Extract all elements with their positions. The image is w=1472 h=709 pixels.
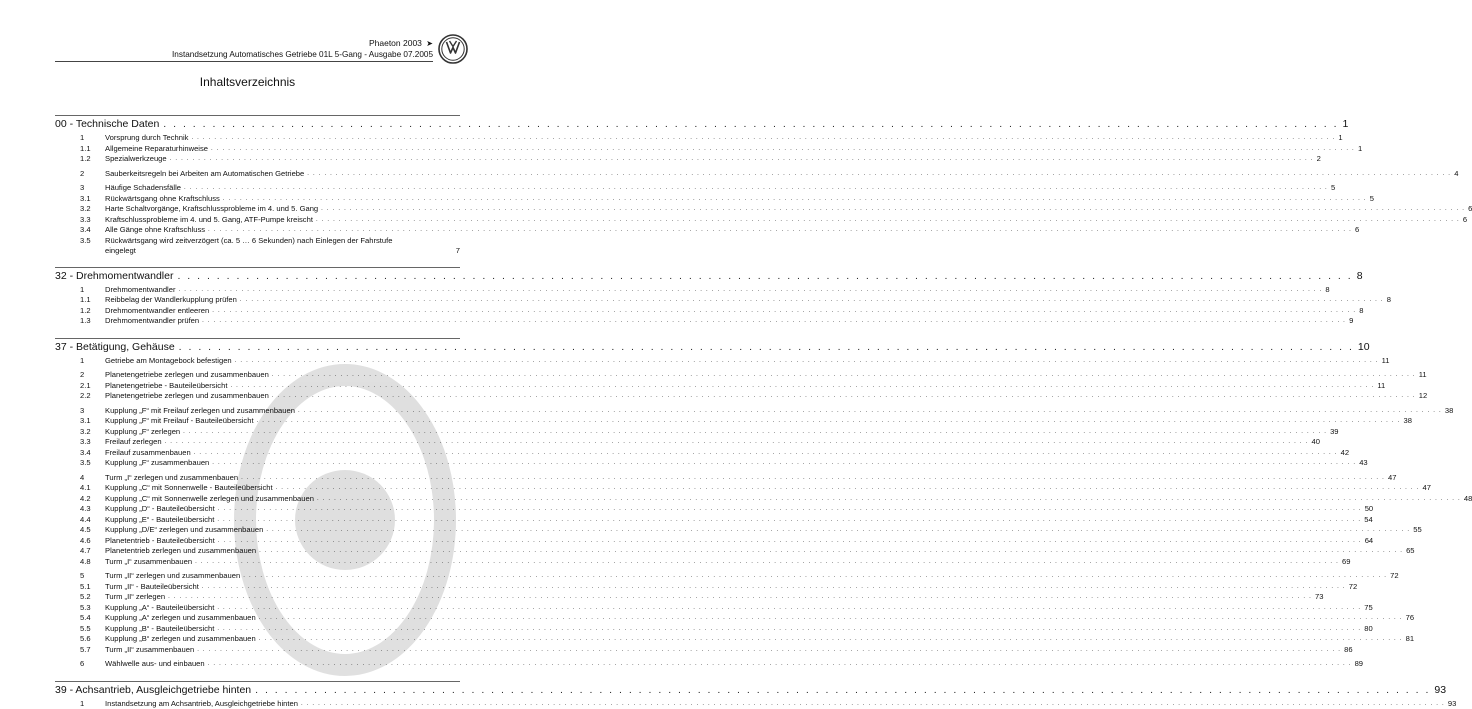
- dot-leader: . . . . . . . . . . . . . . . . . . . . . . . . . . . . . . . . . . . . . . . . . . . . . . . . . . . . . . . . . . . . . . . . . . . . . . . . . . . . . . . . . . . . . . . . . . . . . . . . . . . . . . . . . . . . . . . . . . . . . . . . . . . . . . . . . . . . . . . . . . . . . . . . . . . . . . . . . . . . . . . . . . . . . . . . . . . . . . . . . . . . . . . . . . . . . . . . . . . . . . . .: [259, 613, 1403, 624]
- entry-page: 64: [1362, 536, 1373, 547]
- toc-entry[interactable]: [55, 525, 460, 536]
- entry-number: 1: [55, 699, 105, 709]
- entry-page: 48: [1461, 494, 1472, 505]
- dot-leader: . . . . . . . . . . . . . . . . . . . . . . . . . . . . . . . . . . . . . . . . . . . . . . . . . . . . . . . . . . . . . . . . . . . . . . . . . . . . . . . . . . . . . . . . . . . . . . . . . . . . . . . . . . . . . . . . . . . . . . . . . . . . . . . . . . . . . . . . . . . . . . . . . . . . . . . . . . . . . . . . . . . . . . . . . . . . . . . . . . . . . . . . . . . . . . . . . . . . . . . .: [208, 225, 1352, 236]
- entry-title: Kupplung „A“ zerlegen und zusammenbauen: [105, 613, 259, 624]
- section-gap: [55, 670, 460, 676]
- toc-entry[interactable]: [55, 215, 460, 226]
- dot-leader: . . . . . . . . . . . . . . . . . . . . . . . . . . . . . . . . . . . . . . . . . . . . . . . . . . . . . . . . . . . . . . . . . . . . . . . . . . . . . . . . . . . . . . . . . . . . . . . . . . . . . . . . . . . . . . . . . . . . . . . . . . . . . . . . . . . . . . . . . . . . . . . . . . . . . . . . . . . . . . . . . . . . . . . . . . . . . . . . . . . . . . . . . . . . . . . . . . . . . . . .: [259, 634, 1403, 645]
- section-page: 8: [1353, 268, 1363, 285]
- entry-number: 3: [55, 406, 105, 417]
- dot-leader: . . . . . . . . . . . . . . . . . . . . . . . . . . . . . . . . . . . . . . . . . . . . . . . . . . . . . . . . . . . . . . . . . . . . . . . . . . . . . . . . . . . . . . . . . . . . . . . . . . . . . . . . . . . . . . . . . . . . . . . . . . . . . . . . . . . . . . . . . . . . . . . . . . . . . . . . . . . . . . . . . . . . . . . . . . . . . . . . . . . . . . . . . . . . . . . . . . . . . . . .: [243, 571, 1387, 582]
- entry-number: 2: [55, 169, 105, 180]
- dot-leader: . . . . . . . . . . . . . . . . . . . . . . . . . . . . . . . . . . . . . . . . . . . . . . . . . . . . . . . . . . . . . . . . . . . . . . . . . . . . . . . . . . . . . . . . . . . . . . . . . . . . . . . . . . . . . . . . . . . . . . . . . . . . . . . . . . . . . . . . . . . . . . . . . . . . . . . . . . . . . . . . . . . . . . . . . . . . . . . . . . . . . . . . . . . . . . . . . . . . . . . .: [184, 183, 1328, 194]
- manual-subtitle: Instandsetzung Automatisches Getriebe 01L 5-Gang - Ausgabe 07.2005: [172, 50, 433, 59]
- entry-page: 4: [1451, 169, 1458, 180]
- entry-number: 3.5: [55, 458, 105, 469]
- dot-leader: . . . . . . . . . . . . . . . . . . . . . . . . . . . . . . . . . . . . . . . . . . . . . . . . . . . . . . . . . . . . . . . . . . . . . . . . . . . . . . . . . . . . . . . . . . . . . . . . . . . . . . . . . . . . . . . . . . . . . . . . . . . . . . . . . . . . . . . . . . . . . . . . . . . . . . . . . . . . . . . . . . . . . . . . . . . . . . . . . . . . . . . . . . . . . . . . . . . . . . . .: [211, 144, 1355, 155]
- entry-page: 39: [1327, 427, 1338, 438]
- dot-leader: . . . . . . . . . . . . . . . . . . . . . . . . . . . . . . . . . . . . . . . . . . . . . . . . . . . . . . . . . . . . . . . . . . . . . . . . . . . . . . . . . . . . . . . . . . . . . . . . . . . . . . . . . . . . . . . . . . . . . . . . . . . . . . . . . . . . . . . . . . . . . . . . . . . . . . . . . . . . . . . . . . . . . . . . . . . . . . . . . . . . . . . . . . . . . . . . . . . . . . . .: [259, 546, 1403, 557]
- dot-leader: . . . . . . . . . . . . . . . . . . . . . . . . . . . . . . . . . . . . . . . . . . . . . . . . . . . . . . . . . . . . . . . . . . . . . . . . . . . . . . . . . . . . . . . . . . . . . . . . . . . . . . . . . . . . . . . . . . . . . . . . . . . . . . . . . . . . . . . . . . . . . . . . . . . . . . . . . . . . . . . . . . . . . . . . . . . . . . . . . . . . . . . . . . . . . . . . . . . . . . . .: [217, 603, 1361, 614]
- entry-number: 4.8: [55, 557, 105, 568]
- entry-title: Wählwelle aus- und einbauen: [105, 659, 208, 670]
- entry-title: Kupplung „A“ - Bauteileübersicht: [105, 603, 217, 614]
- arrow-right-icon: ➤: [426, 39, 433, 48]
- entry-page: 75: [1361, 603, 1372, 614]
- dot-leader: . . . . . . . . . . . . . . . . . . . . . . . . . . . . . . . . . . . . . . . . . . . . . . . . . . . . . . . . . . . . . . . . . . . . . . . . . . . . . . . . . . . . . . . . . . . . . . . . . . . . . . . . . . . . . . . . . . . . . . . . . . . . . . . . . . . . . . . . . . . . . . . . . . . . . . . . . . . . . . . . . . . . . . . . . . . . . . . . . . . . . . . . . . . . . . . . . . . . . . . .: [230, 381, 1374, 392]
- toc-section-heading[interactable]: [55, 681, 460, 699]
- entry-number: 4.3: [55, 504, 105, 515]
- dot-leader: . . . . . . . . . . . . . . . . . . . . . . . . . . . . . . . . . . . . . . . . . . . . . . . . . . . . . . . . . . . . . . . . . . . . . . . . . . . . . . . . . . . . . . . . . . . . . . . . . . . . . . . . . . . . . . . . . . . . . . . . . . . . . . . . . . . . . . . . . . . . . . . . . . . . . . . . . . . . . . . . . . . . . . . . . . . . . . . . . . . . . . . . . . . . . . . . . . . . . . . .: [240, 295, 1384, 306]
- toc-entry[interactable]: [55, 546, 460, 557]
- entry-number: 4.7: [55, 546, 105, 557]
- dot-leader: . . . . . . . . . . . . . . . . . . . . . . . . . . . . . . . . . . . . . . . . . . . . . . . . . . . . . . . . . . . . . . . . . . . . . . . . . . . . . . . . . . . . . . . . . . . . . . . . . . . . . . . . . . . . . . . . . . . . . . . . . . . . . . . . . . . . . . . . . . . . . . . . . . . . . . . . . . . . . . . . . . . . . . . . . . . . . . . . . . . . . . . . . . . . . . . . . . . . . . . .: [218, 536, 1362, 547]
- entry-title: Planetentrieb - Bauteileübersicht: [105, 536, 218, 547]
- dot-leader: . . . . . . . . . . . . . . . . . . . . . . . . . . . . . . . . . . . . . . . . . . . . . . . . . . . . . . . . . . . . . . . . . . . . . . . . . . . . . . . . . . . . . . . . . . . . . . . . . . . . . . . . . . . . . . . . . . . . . . . .: [163, 116, 1338, 133]
- entry-page: 72: [1387, 571, 1398, 582]
- entry-number: 3.4: [55, 448, 105, 459]
- entry-title: Freilauf zusammenbauen: [105, 448, 194, 459]
- dot-leader: . . . . . . . . . . . . . . . . . . . . . . . . . . . . . . . . . . . . . . . . . . . . . . . . . . . . . . . . . . . . . . . . . . . . . . . . . . . . . . . . . . . . . . . . . . . . . . . . . . . . . . . . . . . . . . . . . . . . . . . . . . . . . . . . . . . . . . . . . . . . . . . . . . . . . . . . . . . . . . . . . . . . . . . . . . . . . . . . . . . . . . . . . . . . . . . . . . . . . . . .: [165, 437, 1309, 448]
- toc-entry[interactable]: [55, 306, 460, 317]
- toc-entry[interactable]: [55, 483, 460, 494]
- entry-title: Allgemeine Reparaturhinweise: [105, 144, 211, 155]
- dot-leader: . . . . . . . . . . . . . . . . . . . . . . . . . . . . . . . . . . . . . . . . . . . . . . . . . . . . . . . . . . . . . . . . . . . . . . . . . . . . . . . . . . . . . . . . . . . . . . . . . . . . . . . . . . . . . . . . . . . . . . . . . . . . . . . . . . . . . . . . . . . . . . . . . . . . . . . . . . . . . . . . . . . . . . . . . . . . . . . . . . . . . . . . . . . . . . . . . . . . . . . .: [212, 306, 1356, 317]
- toc-entry[interactable]: [55, 634, 460, 645]
- entry-page: 11: [1416, 370, 1427, 381]
- entry-number: 2: [55, 370, 105, 381]
- entry-title: Sauberkeitsregeln bei Arbeiten am Automatischen Getriebe: [105, 169, 307, 180]
- entry-page: 86: [1341, 645, 1352, 656]
- entry-page: 12: [1416, 391, 1427, 402]
- entry-title: Kupplung „E“ - Bauteileübersicht: [105, 515, 217, 526]
- entry-page: 55: [1410, 525, 1421, 536]
- toc-entry[interactable]: [55, 603, 460, 614]
- entry-title: Rückwärtsgang wird zeitverzögert (ca. 5 … 6 Sekunden) nach Einlegen der Fahrstufe eingelegt: [105, 236, 395, 256]
- entry-page: 5: [1328, 183, 1335, 194]
- dot-leader: . . . . . . . . . . . . . . . . . . . . . . . . . . . . . . . . . . . . . . . . . . . . . . . . . . . . . . . . . . . . . . . . . . . . . . . . . . . . . . . . . . . . . . . . . . . . . . . . . . . . . . . . . . . . . . . . . . . . . . . . . . . . . . . . . . . . . . . . . . . . . . . . . . . . . . . . . . . . . . . . . . . . . . . . . . . . . . . . . . . . . . . . . . . . . . . . . . . . . . . .: [298, 406, 1442, 417]
- toc-entry[interactable]: [55, 582, 460, 593]
- section-title: 32 - Drehmomentwandler: [55, 268, 177, 285]
- entry-number: 4.6: [55, 536, 105, 547]
- entry-title: Kupplung „F“ zerlegen: [105, 427, 183, 438]
- toc-entry[interactable]: [55, 536, 460, 547]
- entry-page: 1: [1335, 133, 1342, 144]
- toc-entry[interactable]: [55, 416, 460, 427]
- dot-leader: [395, 236, 452, 256]
- entry-page: 38: [1442, 406, 1453, 417]
- entry-number: 3.4: [55, 225, 105, 236]
- entry-page: 93: [1445, 699, 1456, 709]
- entry-page: 11: [1379, 356, 1390, 367]
- toc-entry[interactable]: [55, 427, 460, 438]
- entry-page: 80: [1361, 624, 1372, 635]
- toc-entry[interactable]: [55, 381, 460, 392]
- dot-leader: . . . . . . . . . . . . . . . . . . . . . . . . . . . . . . . . . . . . . . . . . . . . . . . . . . . . . . . . . . . . . . . . . . . . . . . . . . . . . . . . . . . . . . . . . . . . . . . . . . . . . . . . . . . . . . . . . . . . . . . . . . . . . . . . . . . . . . . . . . . . . . . . . . . . . . . . . . . . . . . . . . . . . . . . . . . . . . . . . . . . . . . . . . . . . . . . . . . . . . . .: [195, 557, 1339, 568]
- toc-entry[interactable]: [55, 154, 460, 165]
- entry-number: 3: [55, 183, 105, 194]
- entry-number: 5.6: [55, 634, 105, 645]
- dot-leader: . . . . . . . . . . . . . . . . . . . . . . . . . . . . . . . . . . . . . . . . . . . . . . . . . . . . . . . . . . . . . . . . . . . . . . . . . . . . . . . . . . . . . . . . . . . . . . . . . . . . . . . . . . . . . . . . . . . . . . . . . . . . . . . . . . . . . . . . . . . . . . . . . . . . . . . . . . . . . . . . . . . . . . . . . . . . . . . . . . . . . . . . . . . . . . . . . . . . . . . .: [272, 370, 1416, 381]
- entry-title: Kupplung „F“ zusammenbauen: [105, 458, 212, 469]
- entry-page: 2: [1314, 154, 1321, 165]
- entry-title: Turm „II“ zerlegen: [105, 592, 168, 603]
- entry-page: 8: [1322, 285, 1329, 296]
- toc-entry[interactable]: [55, 592, 460, 603]
- entry-page: 8: [1356, 306, 1363, 317]
- entry-page: 50: [1362, 504, 1373, 515]
- entry-title: Planetentrieb zerlegen und zusammenbauen: [105, 546, 259, 557]
- toc-entry[interactable]: [55, 391, 460, 402]
- toc-entry[interactable]: [55, 236, 460, 256]
- entry-title: Turm „II“ zerlegen und zusammenbauen: [105, 571, 243, 582]
- dot-leader: . . . . . . . . . . . . . . . . . . . . . . . . . . . . . . . . . . . . . . . . . . . . . . . . . . . . . . . . . . . . . . . . . . . . . . . . . . . . . . . . . . . . . . . . . . . . . . . . . . . . . . . . . . . . . . . . . . . . . . . . . . . . . . . . . . . . . . . . . . . . . . . . . . . . . . . . . . . . . . . . . . . . . . . . . . . . . . . . . . . . . . . . . . . . . . . . . . . . . . . .: [301, 699, 1445, 709]
- entry-title: Turm „II“ - Bauteileübersicht: [105, 582, 202, 593]
- entry-number: 5.3: [55, 603, 105, 614]
- entry-title: Kupplung „D/E“ zerlegen und zusammenbauen: [105, 525, 266, 536]
- entry-title: Kupplung „D“ - Bauteileübersicht: [105, 504, 218, 515]
- section-page: 93: [1430, 682, 1446, 699]
- entry-title: Reibbelag der Wandlerkupplung prüfen: [105, 295, 240, 306]
- dot-leader: . . . . . . . . . . . . . . . . . . . . . . . . . . . . . . . . . . . . . . . . . . . . . . . . . . . . . . . . . . . . . . . . . . . . . . . . . . . . . . . . . . . . . . . . . . . . . . . . . . . . . . . . . . . . . . . . . . . . . . . . . . . . . . . . . . . . . . . . . . . . . . . . . . . . . . . . . . . . . . . . . . . . . . . . . . . . . . . . . . . . . . . . . . . . . . . . . . . . . . . .: [194, 448, 1338, 459]
- entry-number: 3.2: [55, 204, 105, 215]
- entry-number: 1: [55, 285, 105, 296]
- dot-leader: . . . . . . . . . . . . . . . . . . . . . . . . . . . . . . . . . . . . . . . . . . . . . . . . . . . . . . . . . . . . . . . . . . . . . . . . . . . . . . . . . . . . . . . . . . . . . . . . . . . . . . . . . . . . . . . . . . . . . . . . . . . . . . . . . . . . . . . . . . . . . . . . . . . . . . . . . . . . . . . . . . . . . . . . . . . . . . . . . . . . . . . . . . . . . . . . . . . . . . . .: [316, 215, 1460, 226]
- entry-number: 5: [55, 571, 105, 582]
- dot-leader: . . . . . . . . . . . . . . . . . . . . . . . . . . . . . . . . . . . . . . . . . . . . . . . . . . . . . . . . . . . . . . . . . . . . . . . . . . . . . . . . . . . . . . . . . . . . . . . . . . . . . . . . . . . . . . . . . . . . . . . . . . . . . . . . . . . . . . . . . . . . . . . . . . . . . . . . . . . . . . . . . . . . . . . . . . . . . . . . . . . . . . . . . . . . . . . . . . . . . . . .: [321, 204, 1465, 215]
- entry-page: 11: [1374, 381, 1385, 392]
- entry-number: 6: [55, 659, 105, 670]
- section-page: 10: [1354, 339, 1370, 356]
- dot-leader: . . . . . . . . . . . . . . . . . . . . . . . . . . . . . . . . . . . . . . . . . . . . . . . . . . . . . . . . . . . . . . . . . . . . . . . . . . . . . . . . . . . . . . . . . . . . . . . . . . . . . . . . . . . . . . . . . . . . . . . . . . . . . . . . . . . . . . . . . . . . . . . . . . . . . . . . . . . . . . . . . . . . . . . . . . . . . . . . . . . . . . . . . . . . . . . . . . . . . . . .: [178, 285, 1322, 296]
- entry-page: 43: [1356, 458, 1367, 469]
- entry-number: 1.2: [55, 154, 105, 165]
- toc-entry[interactable]: [55, 557, 460, 568]
- dot-leader: . . . . . . . . . . . . . . . . . . . . . . . . . . . . . . . . . . . . . . . . . . . . . . . . . . . . . . . . . . . . . . . . . . . . . . . . . . . . . . . . . . . . . . . . . . . . . . . . . . . . . . . . . . . . . . . . . . . . . . . . . . . . . . . . . . . . . . . . . . . . . . . . . . . . . . . . . . . . . . . . . . . . . . . . . . . . . . . . . . . . . . . . . . . . . . . . . . . . . . . .: [317, 494, 1461, 505]
- entry-page: 1: [1355, 144, 1362, 155]
- header-divider: [55, 61, 433, 62]
- entry-page: 47: [1420, 483, 1431, 494]
- entry-number: 3.5: [55, 236, 105, 256]
- entry-title: Vorsprung durch Technik: [105, 133, 191, 144]
- entry-title: Kupplung „F“ mit Freilauf zerlegen und zusammenbauen: [105, 406, 298, 417]
- entry-page: 47: [1385, 473, 1396, 484]
- entry-page: 9: [1346, 316, 1353, 327]
- entry-number: 3.3: [55, 215, 105, 226]
- toc-entry[interactable]: [55, 437, 460, 448]
- entry-page: 42: [1338, 448, 1349, 459]
- entry-number: 4: [55, 473, 105, 484]
- dot-leader: . . . . . . . . . . . . . . . . . . . . . . . . . . . . . . . . . . . . . . . . . . . . . . . . . . . . . . . . . . . . . . . . . . . . . . . . . . . . . . . . . . . . . . . . . . . . . . . . . . . . . . . . . . . . . . . . . . . . . . . . . . . . . . . . . . . . . . . . . . . . . . . . . . . . . . . . . . . . . . . . . . . . . . . . . . . . . . . . . . . . . . . . . . . . . . . . . . . . . . . .: [235, 356, 1379, 367]
- entry-title: Häufige Schadensfälle: [105, 183, 184, 194]
- entry-title: Instandsetzung am Achsantrieb, Ausgleichgetriebe hinten: [105, 699, 301, 709]
- section-page: 1: [1339, 116, 1349, 133]
- page-header: [0, 0, 495, 64]
- dot-leader: . . . . . . . . . . . . . . . . . . . . . . . . . . . . . . . . . . . . . . . . . . . . . . . . . . . . . . . . . . . . . . . . . . . . . . . . . . . . . . . . . . . . . . . . . . . . . . . . . . . . . . . . . . . . . . . . . . . . . . . . . . . . . . . . . . . . . . . . . . . . . . . . . . . . . . . . . . . . . . . . . . . . . . . . . . . . . . . . . . . . . . . . . . . . . . . . . . . . . . . .: [218, 504, 1362, 515]
- entry-page: 89: [1352, 659, 1363, 670]
- entry-page: 40: [1309, 437, 1320, 448]
- entry-page: 6: [1465, 204, 1472, 215]
- entry-title: Harte Schaltvorgänge, Kraftschlussprobleme im 4. und 5. Gang: [105, 204, 321, 215]
- entry-title: Kupplung „B“ - Bauteileübersicht: [105, 624, 217, 635]
- entry-title: Drehmomentwandler entleeren: [105, 306, 212, 317]
- entry-title: Kupplung „F“ mit Freilauf - Bauteileübersicht: [105, 416, 257, 427]
- toc-section-heading[interactable]: [55, 115, 460, 133]
- entry-number: 2.2: [55, 391, 105, 402]
- entry-page: 6: [1352, 225, 1359, 236]
- toc-section-heading[interactable]: [55, 267, 460, 285]
- toc-entry[interactable]: [55, 133, 460, 144]
- entry-number: 3.1: [55, 194, 105, 205]
- toc-entry[interactable]: [55, 285, 460, 296]
- toc-entry[interactable]: [55, 571, 460, 582]
- dot-leader: . . . . . . . . . . . . . . . . . . . . . . . . . . . . . . . . . . . . . . . . . . . . . . . . . . . . . . . . . . . . . . . . . . . . . . . . . . . . . . . . . . . . . . . . . . . . . . . . . . . . . . . . . . . . . . . . . . . . . . . . . . . . . . . . . . . . . . . . . . . . . . . . . . . . . . . . . . . . . . . . . . . . . . . . . . . . . . . . . . . . . . . . . . . . . . . . . . . . . . . .: [212, 458, 1356, 469]
- entry-title: Turm „I“ zusammenbauen: [105, 557, 195, 568]
- dot-leader: . . . . . . . . . . . . . . . . . . . . . . . . . . . . . . . . . . . . . . . . . . . . . . . . . . . . . . . . . . . . . . . . . . . . . . . . . . . . . . . . . . . . . . . . . . . . . . . . . . . . . . . . . . . . . . . . . . . . . . . . . . . . . . . . . . . . . . . . . . . . . . . . . . . . . . . . . . . . . . . . . . . . . . . . . . . . . . . . . . . . . . . . . . . . . . . . . . . . . . . .: [183, 427, 1327, 438]
- dot-leader: . . . . . . . . . . . . . . . . . . . . . . . . . . . . . . . . . . . . . . . . . . . . . . . . . . . . . . . . . . . . . . . . . . . . . . . . . . . . . . . . . . . . . . . . . . . . . . . . . . . . . . . . . . . . . . . . . . . . . . . . . . . . . . . . . . . . . . . . . . . . . . . . . . . . . . . . . . . . . . . . . . . . . . . . . . . . . . . . . . . . . . . . . . . . . . . . . . . . . . . .: [217, 515, 1361, 526]
- entry-number: 5.4: [55, 613, 105, 624]
- toc-entry[interactable]: [55, 699, 460, 709]
- toc-entry[interactable]: [55, 504, 460, 515]
- dot-leader: . . . . . . . . . . . . . . . . . . . . . . . . . . . . . . . . . . . . . . . . . . . . . . . . . . . . . . . . . . . . . . . . . . . . . . . . . . . . . . . . . . . . . . . . . . . . . . . . . . . . . . . . . . . . . . . . . . . . . . . . . . . . . . . . . . . . . . . . . . . . . . . . . . . . . . . . . . . . . . . . . . . . . . . . . . . . . . . . . . . . . . . . . . . . . . . . . . . . . . . .: [202, 582, 1346, 593]
- toc-entry[interactable]: [55, 473, 460, 484]
- dot-leader: . . . . . . . . . . . . . . . . . . . . . . . . . . . . . . . . . . . . . . . . . . . . . . . . . . . . . . . . . . . . . . . . . . . . . . . . . . . . . . . . . . . . . . . . . . . . . . . . . . . . . . . . . . . . . . . . . . . . . . . . . . . . . . . . . . . . . . . . . . . . . . . . . . . . . . . . . . . . . . . . . . . . . . . . . . . . . . . . . . . . . . . . . . . . . . . . . . . . . . . .: [168, 592, 1312, 603]
- toc-entry[interactable]: [55, 295, 460, 306]
- section-title: 37 - Betätigung, Gehäuse: [55, 339, 179, 356]
- model-line: [369, 38, 433, 48]
- dot-leader: . . . . . . . . . . . . . . . . . . . . . . . . . . . . . . . . . . . . . . . . . . . . . . . . . . . . . . . . . . . . . . . . . . . . . . . . . . . . . . . . . . . . . . . . . . . . . . . . . . . . . . . . . . . . . . . . . . . . . . . . . . . . . . . . . . . . . . . . . . . . . . . . . . . . . . . . . . . . . . . . . . . . . . . . . . . . . . . . . . . . . . . . . . . . . . . . . . . . . . . .: [223, 194, 1367, 205]
- entry-number: 1: [55, 356, 105, 367]
- entry-title: Freilauf zerlegen: [105, 437, 165, 448]
- toc-entry[interactable]: [55, 204, 460, 215]
- entry-page: 65: [1403, 546, 1414, 557]
- dot-leader: . . . . . . . . . . . . . . . . . . . . . . . . . . . . . . . . . . . . . . . . . . . . . . . . . . . . . . . . . . . . . . . . . . . . . . . . . . . . . . . . . . . . . . . . . . . . . . . . . . . . . . . . . . . . . . . . . . . . . . . . . . . . . . . . . . . . . . . . . . . . . . . . . . . . . . . . . . . . . . . . . . . . . . . . . . . . . . . . . . . . . . . . . . . . . . . . . . . . . . . .: [202, 316, 1346, 327]
- entry-number: 3.2: [55, 427, 105, 438]
- toc-entry[interactable]: [55, 659, 460, 670]
- entry-title: Kraftschlussprobleme im 4. und 5. Gang, ATF-Pumpe kreischt: [105, 215, 316, 226]
- entry-title: Drehmomentwandler: [105, 285, 178, 296]
- entry-number: 1.2: [55, 306, 105, 317]
- entry-title: Planetengetriebe zerlegen und zusammenbauen: [105, 391, 272, 402]
- entry-number: 2.1: [55, 381, 105, 392]
- toc-entry[interactable]: [55, 144, 460, 155]
- entry-number: 3.1: [55, 416, 105, 427]
- dot-leader: . . . . . . . . . . . . . . . . . . . . . . . . . . . . . . . . . . . . . . . . . . . . . . . . . . . . . . . . . . . . . . . . . . . . . . . . . . . . . . . . . . . . . . . . . . . . . . . . . . . . . . . . . . . . . . . . . . . . . . . . . . . . . . . . . . . . . . . . . . . . . . . . . . . . . . . . . . . . . . . . . . . . . . . . . . . . . . . . . . . . . . . . . . . . . . . . . . . . . . . .: [307, 169, 1451, 180]
- toc-entry[interactable]: [55, 406, 460, 417]
- dot-leader: . . . . . . . . . . . . . . . . . . . . . . . . . . . . . . . . . . . . . . . . . . . . . . . . . . . . . . . . . . . . . . . . . . . . . . . . . . . . . . . . . . . . . . . . . . . . . . . . . . . . . . . . . . . . . . . . . . . . . . . .: [255, 682, 1430, 699]
- entry-page: 72: [1346, 582, 1357, 593]
- entry-title: Getriebe am Montagebock befestigen: [105, 356, 235, 367]
- entry-title: Kupplung „C“ mit Sonnenwelle - Bauteileübersicht: [105, 483, 276, 494]
- entry-title: Turm „II“ zusammenbauen: [105, 645, 197, 656]
- entry-page: 6: [1460, 215, 1467, 226]
- entry-title: Kupplung „C“ mit Sonnenwelle zerlegen und zusammenbauen: [105, 494, 317, 505]
- entry-page: 81: [1403, 634, 1414, 645]
- entry-page: 7: [453, 246, 460, 256]
- toc-entry[interactable]: [55, 624, 460, 635]
- entry-title: Turm „I“ zerlegen und zusammenbauen: [105, 473, 241, 484]
- section-title: 00 - Technische Daten: [55, 116, 163, 133]
- dot-leader: . . . . . . . . . . . . . . . . . . . . . . . . . . . . . . . . . . . . . . . . . . . . . . . . . . . . . . . . . . . . . . . . . . . . . . . . . . . . . . . . . . . . . . . . . . . . . . . . . . . . . . . . . . . . . . . . . . . . . . . .: [177, 268, 1352, 285]
- toc-entry[interactable]: [55, 225, 460, 236]
- entry-page: 76: [1403, 613, 1414, 624]
- vw-logo-icon: [438, 34, 468, 64]
- toc-section-heading[interactable]: [55, 338, 460, 356]
- entry-number: 1.1: [55, 144, 105, 155]
- dot-leader: . . . . . . . . . . . . . . . . . . . . . . . . . . . . . . . . . . . . . . . . . . . . . . . . . . . . . . . . . . . . . . . . . . . . . . . . . . . . . . . . . . . . . . . . . . . . . . . . . . . . . . . . . . . . . . . . . . . . . . . . . . . . . . . . . . . . . . . . . . . . . . . . . . . . . . . . . . . . . . . . . . . . . . . . . . . . . . . . . . . . . . . . . . . . . . . . . . . . . . . .: [257, 416, 1401, 427]
- entry-page: 69: [1339, 557, 1350, 568]
- dot-leader: . . . . . . . . . . . . . . . . . . . . . . . . . . . . . . . . . . . . . . . . . . . . . . . . . . . . . . . . . . . . . . . . . . . . . . . . . . . . . . . . . . . . . . . . . . . . . . . . . . . . . . . . . . . . . . . . . . . . . . . . . . . . . . . . . . . . . . . . . . . . . . . . . . . . . . . . . . . . . . . . . . . . . . . . . . . . . . . . . . . . . . . . . . . . . . . . . . . . . . . .: [276, 483, 1420, 494]
- entry-page: 73: [1312, 592, 1323, 603]
- entry-title: Kupplung „B“ zerlegen und zusammenbauen: [105, 634, 259, 645]
- dot-leader: . . . . . . . . . . . . . . . . . . . . . . . . . . . . . . . . . . . . . . . . . . . . . . . . . . . . . . . . . . . . . . . . . . . . . . . . . . . . . . . . . . . . . . . . . . . . . . . . . . . . . . . . . . . . . . . . . . . . . . . . . . . . . . . . . . . . . . . . . . . . . . . . . . . . . . . . . . . . . . . . . . . . . . . . . . . . . . . . . . . . . . . . . . . . . . . . . . . . . . . .: [197, 645, 1341, 656]
- entry-title: Spezialwerkzeuge: [105, 154, 170, 165]
- page-title: Inhaltsverzeichnis: [0, 75, 495, 89]
- dot-leader: . . . . . . . . . . . . . . . . . . . . . . . . . . . . . . . . . . . . . . . . . . . . . . . . . . . . . . . . . . . . . . . . . . . . . . . . . . . . . . . . . . . . . . . . . . . . . . . . . . . . . . . . . . . . . . . . . . . . . . . . . . . . . . . . . . . . . . . . . . . . . . . . . . . . . . . . . . . . . . . . . . . . . . . . . . . . . . . . . . . . . . . . . . . . . . . . . . . . . . . .: [208, 659, 1352, 670]
- entry-title: Rückwärtsgang ohne Kraftschluss: [105, 194, 223, 205]
- entry-number: 1.1: [55, 295, 105, 306]
- toc-entry[interactable]: [55, 356, 460, 367]
- toc-entry[interactable]: [55, 613, 460, 624]
- entry-number: 5.5: [55, 624, 105, 635]
- dot-leader: . . . . . . . . . . . . . . . . . . . . . . . . . . . . . . . . . . . . . . . . . . . . . . . . . . . . . . . . . . . . . . . . . . . . . . . . . . . . . . . . . . . . . . . . . . . . . . . . . . . . . . . . . . . . . . . . . . . . . . . .: [179, 339, 1354, 356]
- toc-entry[interactable]: [55, 645, 460, 656]
- entry-number: 5.2: [55, 592, 105, 603]
- toc-entry[interactable]: [55, 370, 460, 381]
- entry-page: 54: [1361, 515, 1372, 526]
- dot-leader: . . . . . . . . . . . . . . . . . . . . . . . . . . . . . . . . . . . . . . . . . . . . . . . . . . . . . . . . . . . . . . . . . . . . . . . . . . . . . . . . . . . . . . . . . . . . . . . . . . . . . . . . . . . . . . . . . . . . . . . . . . . . . . . . . . . . . . . . . . . . . . . . . . . . . . . . . . . . . . . . . . . . . . . . . . . . . . . . . . . . . . . . . . . . . . . . . . . . . . . .: [217, 624, 1361, 635]
- entry-number: 4.5: [55, 525, 105, 536]
- toc-entry[interactable]: [55, 515, 460, 526]
- toc-entry[interactable]: [55, 494, 460, 505]
- entry-title: Planetengetriebe zerlegen und zusammenbauen: [105, 370, 272, 381]
- entry-title: Alle Gänge ohne Kraftschluss: [105, 225, 208, 236]
- dot-leader: . . . . . . . . . . . . . . . . . . . . . . . . . . . . . . . . . . . . . . . . . . . . . . . . . . . . . . . . . . . . . . . . . . . . . . . . . . . . . . . . . . . . . . . . . . . . . . . . . . . . . . . . . . . . . . . . . . . . . . . . . . . . . . . . . . . . . . . . . . . . . . . . . . . . . . . . . . . . . . . . . . . . . . . . . . . . . . . . . . . . . . . . . . . . . . . . . . . . . . . .: [272, 391, 1416, 402]
- section-gap: [55, 256, 460, 262]
- entry-page: 8: [1384, 295, 1391, 306]
- entry-number: 1: [55, 133, 105, 144]
- entry-number: 5.1: [55, 582, 105, 593]
- entry-page: 38: [1401, 416, 1412, 427]
- entry-title: Drehmomentwandler prüfen: [105, 316, 202, 327]
- dot-leader: . . . . . . . . . . . . . . . . . . . . . . . . . . . . . . . . . . . . . . . . . . . . . . . . . . . . . . . . . . . . . . . . . . . . . . . . . . . . . . . . . . . . . . . . . . . . . . . . . . . . . . . . . . . . . . . . . . . . . . . . . . . . . . . . . . . . . . . . . . . . . . . . . . . . . . . . . . . . . . . . . . . . . . . . . . . . . . . . . . . . . . . . . . . . . . . . . . . . . . . .: [170, 154, 1314, 165]
- entry-page: 5: [1367, 194, 1374, 205]
- dot-leader: . . . . . . . . . . . . . . . . . . . . . . . . . . . . . . . . . . . . . . . . . . . . . . . . . . . . . . . . . . . . . . . . . . . . . . . . . . . . . . . . . . . . . . . . . . . . . . . . . . . . . . . . . . . . . . . . . . . . . . . . . . . . . . . . . . . . . . . . . . . . . . . . . . . . . . . . . . . . . . . . . . . . . . . . . . . . . . . . . . . . . . . . . . . . . . . . . . . . . . . .: [241, 473, 1385, 484]
- dot-leader: . . . . . . . . . . . . . . . . . . . . . . . . . . . . . . . . . . . . . . . . . . . . . . . . . . . . . . . . . . . . . . . . . . . . . . . . . . . . . . . . . . . . . . . . . . . . . . . . . . . . . . . . . . . . . . . . . . . . . . . . . . . . . . . . . . . . . . . . . . . . . . . . . . . . . . . . . . . . . . . . . . . . . . . . . . . . . . . . . . . . . . . . . . . . . . . . . . . . . . . .: [266, 525, 1410, 536]
- toc-entry[interactable]: [55, 316, 460, 327]
- toc-entry[interactable]: [55, 183, 460, 194]
- entry-title: Planetengetriebe - Bauteileübersicht: [105, 381, 230, 392]
- section-title: 39 - Achsantrieb, Ausgleichgetriebe hinten: [55, 682, 255, 699]
- toc-entry[interactable]: [55, 169, 460, 180]
- toc-entry[interactable]: [55, 458, 460, 469]
- entry-number: 1.3: [55, 316, 105, 327]
- entry-number: 4.2: [55, 494, 105, 505]
- dot-leader: . . . . . . . . . . . . . . . . . . . . . . . . . . . . . . . . . . . . . . . . . . . . . . . . . . . . . . . . . . . . . . . . . . . . . . . . . . . . . . . . . . . . . . . . . . . . . . . . . . . . . . . . . . . . . . . . . . . . . . . . . . . . . . . . . . . . . . . . . . . . . . . . . . . . . . . . . . . . . . . . . . . . . . . . . . . . . . . . . . . . . . . . . . . . . . . . . . . . . . . .: [191, 133, 1335, 144]
- entry-number: 5.7: [55, 645, 105, 656]
- toc-entry[interactable]: [55, 194, 460, 205]
- toc-entry[interactable]: [55, 448, 460, 459]
- section-gap: [55, 327, 460, 333]
- entry-number: 4.1: [55, 483, 105, 494]
- entry-number: 4.4: [55, 515, 105, 526]
- entry-number: 3.3: [55, 437, 105, 448]
- model-name: Phaeton 2003: [369, 38, 422, 48]
- table-of-contents: [55, 110, 460, 709]
